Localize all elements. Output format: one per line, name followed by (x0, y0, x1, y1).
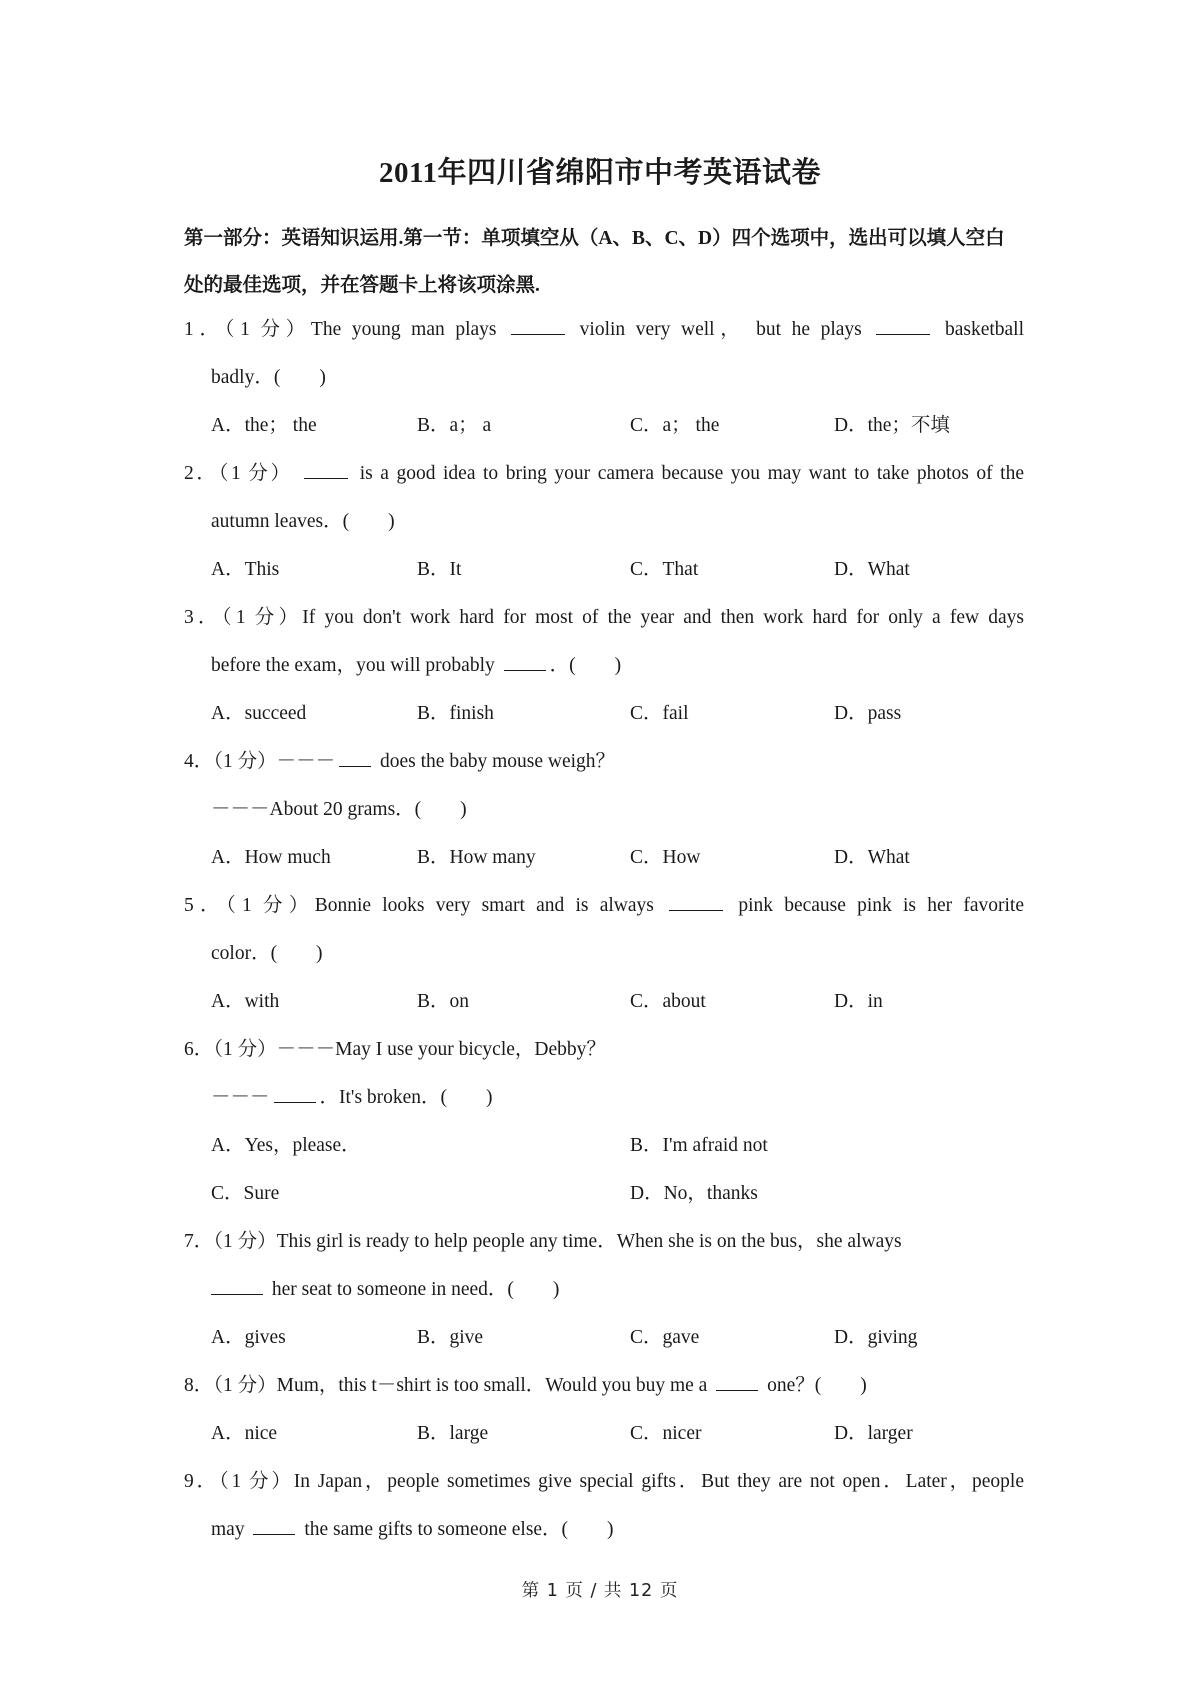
answer-blank (716, 1374, 758, 1391)
question-1-middle: violin very well， but he plays (579, 319, 862, 340)
question-4-option-b: B．How many (417, 847, 536, 868)
question-6-line-2-start: －－－ (211, 1087, 270, 1108)
question-2-line-2: autumn leaves．( ) (211, 511, 395, 532)
question-7-line-2 (211, 1273, 559, 1301)
question-1-option-d: D．the；不填 (834, 415, 950, 436)
question-9-line-2-start: may (211, 1519, 245, 1540)
question-8-line-1 (184, 1369, 867, 1397)
question-6-option-a: A．Yes，please． (211, 1135, 361, 1156)
question-2-prefix: 2．（1 分） (184, 463, 293, 484)
question-6-line-2 (211, 1081, 493, 1109)
answer-blank (511, 318, 565, 335)
question-2-option-d: D．What (834, 559, 910, 580)
question-8-end: one？( ) (767, 1375, 867, 1396)
question-4-end: does the baby mouse weigh？ (380, 751, 616, 772)
question-8-option-d: D．larger (834, 1423, 913, 1444)
question-2-line-1 (184, 457, 1024, 485)
section-heading: 第一部分：英语知识运用.第一节：单项填空从（A、B、C、D）四个选项中，选出可以填人空白处的最佳选项，并在答题卡上将该项涂黑. (184, 228, 1005, 296)
question-7-option-c: C．gave (630, 1327, 700, 1348)
question-3-line-2-start: before the exam，you will probably (211, 655, 495, 676)
question-6-option-b: B．I'm afraid not (630, 1135, 768, 1156)
question-5-end: pink because pink is her favorite (738, 895, 1024, 916)
question-8-option-a: A．nice (211, 1423, 278, 1444)
question-4-line-2: －－－About 20 grams．( ) (211, 799, 467, 820)
question-9-line-2 (211, 1513, 614, 1541)
question-1-line-1 (184, 313, 1024, 341)
question-7-option-b: B．give (417, 1327, 484, 1348)
question-7-option-a: A．gives (211, 1327, 286, 1348)
question-8-prefix: 8．（1 分）Mum，this t－shirt is too small．Would you buy me a (184, 1375, 708, 1396)
answer-blank (876, 318, 930, 335)
question-3-line-1: 3．（1 分）If you don't work hard for most of the year and then work hard for only a few days (184, 607, 1024, 628)
question-1-option-a: A．the； the (211, 415, 317, 436)
question-6-line-2-end: ．It's broken．( ) (319, 1087, 493, 1108)
question-2-option-c: C．That (630, 559, 699, 580)
question-4-option-d: D．What (834, 847, 910, 868)
question-4-option-c: C．How (630, 847, 701, 868)
answer-blank (669, 894, 723, 911)
question-5-prefix: 5．（1 分）Bonnie looks very smart and is always (184, 895, 654, 916)
question-1-option-c: C．a； the (630, 415, 720, 436)
question-6-line-1: 6．（1 分）－－－May I use your bicycle，Debby？ (184, 1039, 606, 1060)
answer-blank (304, 462, 348, 479)
question-1-prefix: 1．（1 分）The young man plays (184, 319, 497, 340)
question-5-option-a: A．with (211, 991, 280, 1012)
question-2-end: is a good idea to bring your camera because you may want to take photos of the (359, 463, 1025, 484)
question-9-line-2-end: the same gifts to someone else．( ) (304, 1519, 614, 1540)
question-3-option-d: D．pass (834, 703, 902, 724)
question-7-line-1: 7．（1 分）This girl is ready to help people any time．When she is on the bus，she always (184, 1231, 902, 1252)
question-5-option-c: C．about (630, 991, 706, 1012)
question-1-line-2: badly．( ) (211, 367, 326, 388)
answer-blank (253, 1518, 295, 1535)
question-4-prefix: 4．（1 分）－－－ (184, 751, 336, 772)
question-5-line-1 (184, 889, 1024, 917)
answer-blank (339, 750, 371, 767)
document-title: 2011年四川省绵阳市中考英语试卷 (379, 157, 821, 189)
question-1-end: basketball (944, 319, 1025, 340)
question-2-option-b: B．It (417, 559, 462, 580)
question-6-option-c: C．Sure (211, 1183, 280, 1204)
answer-blank (274, 1086, 316, 1103)
question-9-line-1: 9．（1 分）In Japan，people sometimes give special gifts．But they are not open．Later，people (184, 1471, 1024, 1492)
question-1-option-b: B．a； a (417, 415, 492, 436)
question-3-option-a: A．succeed (211, 703, 307, 724)
question-3-option-b: B．finish (417, 703, 494, 724)
question-5-option-b: B．on (417, 991, 470, 1012)
question-4-line-1 (184, 745, 615, 773)
question-2-option-a: A．This (211, 559, 280, 580)
question-5-option-d: D．in (834, 991, 883, 1012)
question-8-option-c: C．nicer (630, 1423, 702, 1444)
answer-blank (211, 1278, 263, 1295)
question-7-option-d: D．giving (834, 1327, 918, 1348)
question-4-option-a: A．How much (211, 847, 331, 868)
question-3-line-2-end: ．( ) (549, 655, 622, 676)
question-3-option-c: C．fail (630, 703, 689, 724)
question-7-line-2-end: her seat to someone in need．( ) (271, 1279, 560, 1300)
answer-blank (504, 654, 546, 671)
question-5-line-2: color．( ) (211, 943, 323, 964)
question-8-option-b: B．large (417, 1423, 489, 1444)
question-3-line-2 (211, 649, 621, 677)
page-footer: 第 1 页 / 共 12 页 (521, 1581, 679, 1601)
question-6-option-d: D．No，thanks (630, 1183, 758, 1204)
